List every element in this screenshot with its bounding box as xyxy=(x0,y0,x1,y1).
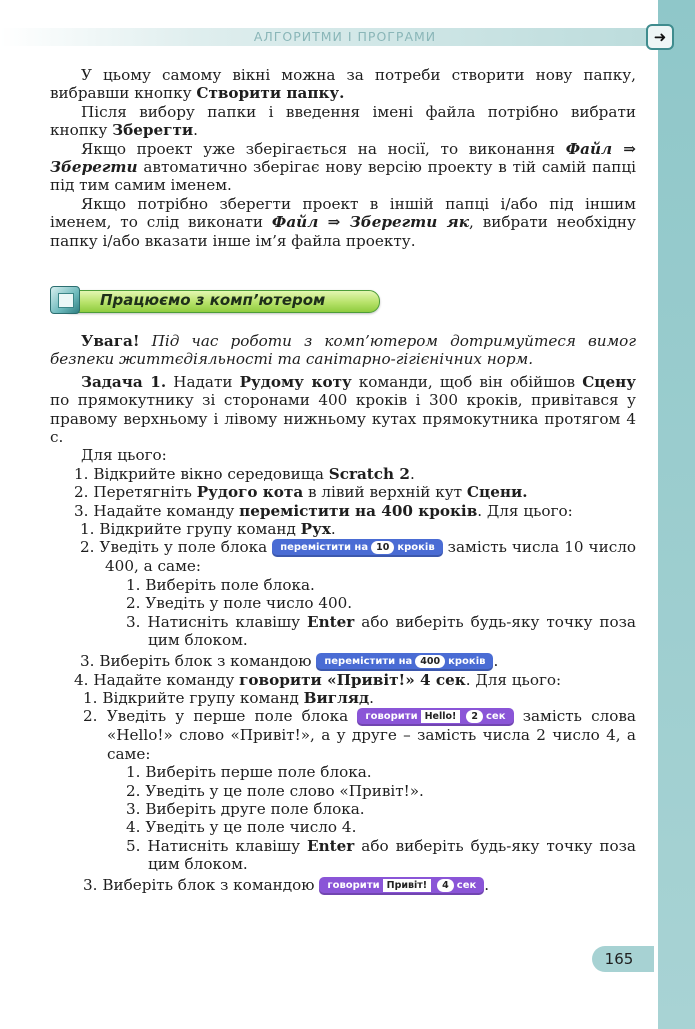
step-4: 4. Надайте команду говорити «Привіт!» 4 сек. Для цього: xyxy=(74,670,562,689)
say-block-privit: говорити Привіт! 4 сек xyxy=(319,877,484,895)
page-side-band xyxy=(658,0,695,1029)
step-3: 3. Надайте команду перемістити на 400 кроків. Для цього: xyxy=(74,501,573,520)
next-arrow-icon[interactable]: ➜ xyxy=(646,24,674,50)
section-title: Працюємо з комп’ютером xyxy=(100,291,326,309)
paragraph: Якщо потрібно зберегти проект в іншій папці і/або під іншим іменем, то слід виконати Файл ⇒ Зберегти як, вибрати необхідну папку і/або вказати інше ім’я файла проекту. xyxy=(50,194,636,250)
step-4-2-3: 3. Виберіть друге поле блока. xyxy=(126,799,365,818)
step-4-2: 2. Уведіть у перше поле блока говорити Hello! 2 сек замість слова «Hello!» слово «Привіт!», а у друге – замість числа 2 число 4, а саме: xyxy=(83,707,636,763)
running-header: АЛГОРИТМИ І ПРОГРАМИ xyxy=(253,29,437,44)
computer-icon xyxy=(50,286,80,314)
intro-text xyxy=(50,66,636,250)
warning-paragraph: Увага! Під час роботи з комп’ютером дотримуйтеся вимог безпеки життєдіяльності та санітарно-гігієнічних норм. xyxy=(50,332,636,369)
for-this: Для цього: xyxy=(81,446,167,465)
step-3-1: 1. Відкрийте групу команд Рух. xyxy=(80,520,336,539)
step-3-2: 2. Уведіть у поле блока перемістити на 10 кроків замість числа 10 число 400, а саме: xyxy=(80,538,637,576)
step-3-2-1: 1. Виберіть поле блока. xyxy=(126,575,315,594)
paragraph: Якщо проект уже зберігається на носії, то виконання Файл ⇒ Зберегти автоматично зберігає нову версію проекту в тій самій папці під тим самим іменем. xyxy=(50,139,637,195)
step-1: 1. Відкрийте вікно середовища Scratch 2. xyxy=(74,464,415,483)
task-text xyxy=(50,332,636,895)
step-3-2-2: 2. Уведіть у поле число 400. xyxy=(126,594,353,613)
section-heading xyxy=(50,286,380,314)
step-4-3: 3. Виберіть блок з командою говорити Привіт! 4 сек . xyxy=(83,875,490,894)
step-2: 2. Перетягніть Рудого кота в лівий верхній кут Сцени. xyxy=(74,483,528,502)
step-4-2-4: 4. Уведіть у це поле число 4. xyxy=(126,818,357,837)
say-block-hello: говорити Hello! 2 сек xyxy=(357,708,513,726)
step-4-2-2: 2. Уведіть у це поле слово «Привіт!». xyxy=(126,781,424,800)
step-4-2-1: 1. Виберіть перше поле блока. xyxy=(126,763,372,782)
step-4-2-5: 5. Натисніть клавішу Enter або виберіть будь-яку точку поза цим блоком. xyxy=(126,836,636,874)
paragraph: У цьому самому вікні можна за потреби створити нову папку, вибравши кнопку Створити папку. xyxy=(50,66,636,103)
step-3-3: 3. Виберіть блок з командою перемістити на 400 кроків . xyxy=(80,651,499,670)
task-paragraph: Задача 1. Надати Рудому коту команди, щоб він обійшов Сцену по прямокутнику зі сторонами 400 кроків і 300 кроків, привітався у правому верхньому і лівому нижньому кутах прямокутника протягом 4 с. xyxy=(50,372,636,447)
step-3-2-3: 3. Натисніть клавішу Enter або виберіть будь-яку точку поза цим блоком. xyxy=(126,612,636,650)
move-block-10: перемістити на 10 кроків xyxy=(272,539,443,557)
page-number: 165 xyxy=(604,950,634,968)
step-4-1: 1. Відкрийте групу команд Вигляд. xyxy=(83,688,374,707)
move-block-400: перемістити на 400 кроків xyxy=(316,653,493,671)
paragraph: Після вибору папки і введення імені файла потрібно вибрати кнопку Зберегти. xyxy=(50,102,636,140)
